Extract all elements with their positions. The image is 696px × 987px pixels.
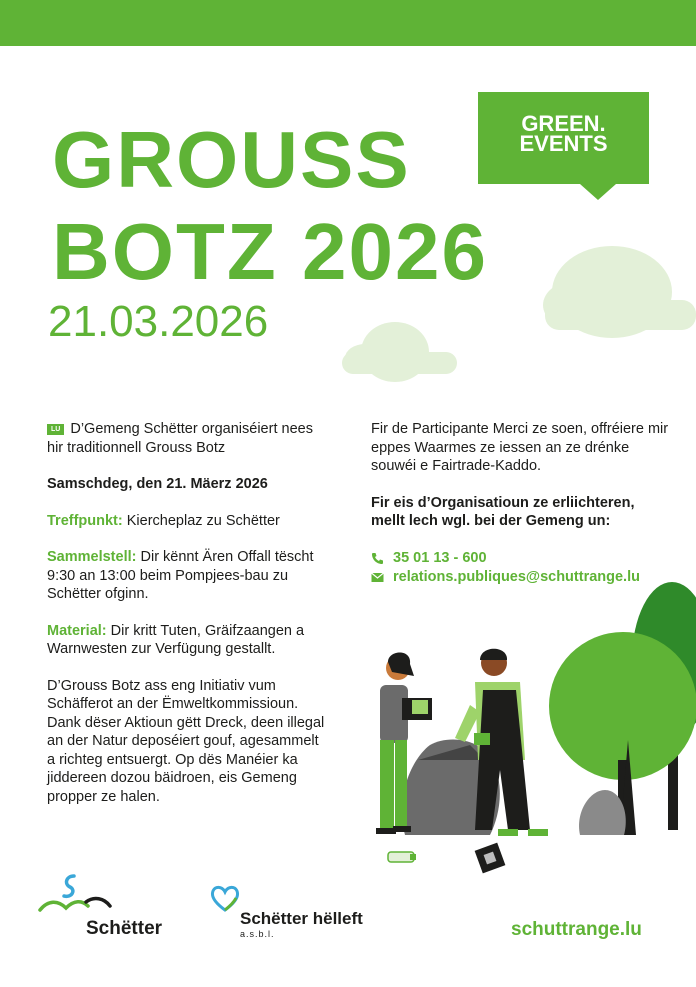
register-paragraph: Fir eis d’Organisatioun ze erliichteren, mellt lech wgl. bei der Gemeng un: (371, 494, 635, 529)
badge-line-2: EVENTS (519, 131, 608, 156)
collection-point (47, 548, 327, 604)
title-line-1: GROUSS (52, 115, 411, 204)
meeting-label: Treffpunkt: (47, 512, 123, 529)
mail-icon (371, 572, 384, 583)
litter-bottle (388, 852, 416, 862)
cloud-left (342, 322, 457, 382)
litter-box (475, 843, 506, 874)
right-column (371, 420, 671, 587)
email-address: relations.publiques@schuttrange.lu (393, 568, 640, 585)
language-tag: LU (47, 424, 64, 435)
collection-label: Sammelstell: (47, 549, 137, 565)
meeting-text: Kiercheplaz zu Schëtter (126, 512, 280, 529)
material-text: Dir kritt Tuten, Gräifzaangen a Warnwesten zur Verfügung gestallt. (47, 622, 305, 657)
collection-text: Dir kënnt Ären Offall tëscht 9:30 an 13:00 beim Pompjees-bau zu Schëtter ofginn. (47, 549, 314, 602)
event-day: Samschdeg, den 21. Mäerz 2026 (47, 476, 268, 492)
email-line[interactable] (371, 568, 671, 587)
phone-line[interactable] (371, 549, 671, 568)
schetter-logo-icon (38, 872, 118, 922)
event-date: 21.03.2026 (48, 297, 269, 346)
green-events-badge (478, 92, 649, 184)
title-line-2: BOTZ 2026 (52, 207, 488, 296)
badge-line-1: GREEN. (521, 111, 606, 136)
cloud-right (543, 246, 696, 338)
phone-icon (371, 552, 384, 565)
intro-text: D’Gemeng Schëtter organiséiert nees hir traditionnell Grouss Botz (47, 421, 313, 456)
thanks-paragraph: Fir de Participante Merci ze soen, offréiere mir eppes Waarmes ze iessen an ze drénke souwéi e Fairtrade-Kaddo. (371, 421, 669, 474)
intro-paragraph (47, 420, 327, 457)
meeting-point (47, 512, 327, 531)
material-info (47, 622, 327, 659)
schetter-hellef-label: Schëtter hëlleft (240, 909, 363, 928)
schetter-hellef-sub: a.s.b.l. (240, 929, 275, 939)
left-column (47, 420, 327, 824)
badge-tail (580, 184, 616, 200)
heart-icon (209, 883, 241, 913)
phone-number: 35 01 13 - 600 (393, 549, 487, 566)
website-link[interactable]: schuttrange.lu (511, 919, 642, 940)
material-label: Material: (47, 622, 107, 639)
initiative-paragraph: D’Grouss Botz ass eng Initiativ vum Schäfferot an der Ëmweltkommissioun. Dank dëser Aktioun gëtt Dreck, deen illegal an der Natur deposéiert gouf, agesammelt a richteg entsuergt. Op dës Manéier ka jiddereen dozou bäidroen, eis Gemeng propper ze halen. (47, 677, 325, 805)
schetter-logo-label: Schëtter (86, 918, 163, 939)
